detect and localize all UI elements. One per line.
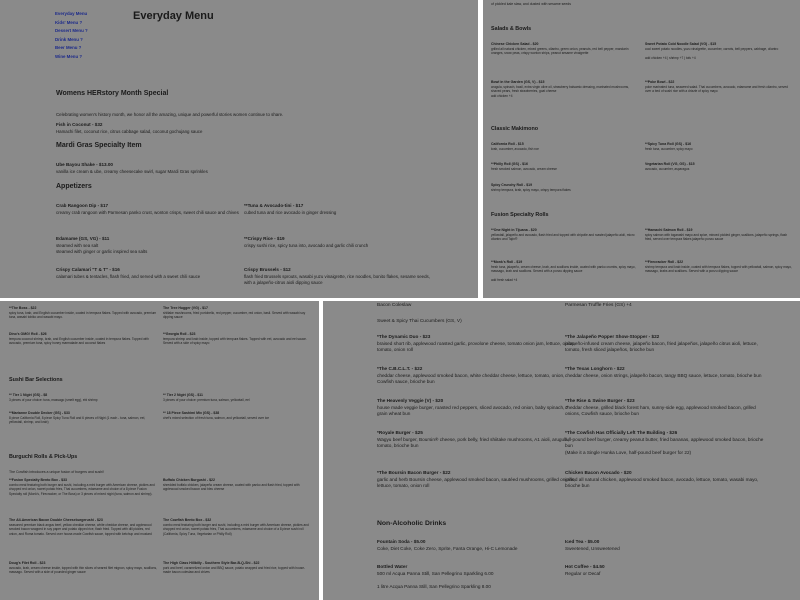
item-desc: grilled all natural chicken, applewood smoked bacon, avocado, lettuce, tomato, wasabi mayo, brioche bun	[565, 476, 759, 489]
item-name: *The Rise & Swine Burger - $23	[565, 398, 635, 403]
item-name: **Georgia Roll - $23	[163, 332, 196, 336]
item-name: Chicken Bacon Avocado - $20	[565, 470, 632, 475]
item-desc: poke marinated tuna, seaweed salad. Thai cucumbers, avocado, edamame and fresh cilantro, served over a bed of sushi rice with a drizzle of spicy mayo	[645, 84, 788, 94]
item-name: Ube Bayou Shake - $13.00	[56, 162, 113, 167]
menu-item	[56, 267, 256, 280]
menu-item	[491, 228, 639, 242]
drinks-heading: Non-Alcoholic Drinks	[377, 520, 447, 527]
menu-item	[491, 162, 639, 171]
womens-intro: Celebrating women's history month, we honor all the amazing, unique and powerful stories women continue to share.	[56, 112, 284, 117]
menu-item	[491, 80, 639, 98]
item-desc: combo meal featuring both burger and sushi, including a mini burger with American cheese, pickles and chopped red onion, sweet potato fries, Thai cucumbers, edamame and choice of a 8 piece Fusion Specialty roll (Monk's, Firecracker, or The Boss) or 3 pieces of mixed nigiri (tuna, salmon and shrimp).	[9, 482, 155, 496]
item-desc: Coke, Diet Coke, Coke Zero, Sprite, Fanta Orange, Hi-C Lemonade	[377, 545, 518, 551]
menu-item	[9, 393, 157, 402]
item-desc: 3 pieces of your choice: premium tuna, salmon, yellowtail, eel	[163, 397, 250, 402]
item-name: *The C.B.C.L.T. - $22	[377, 366, 423, 371]
item-desc: 500 ml Acqua Panna Still, San Pellegrino Sparkling 6.00 1 litre Acqua Panna Still, San Pellegrino Sparkling 8.00	[377, 570, 494, 589]
item-name: Sweet Potato Cold Noodle Salad (VG) - $15	[645, 42, 717, 46]
item-desc: crispy sushi rice, spicy tuna into, avocado and garlic chili crunch	[244, 242, 369, 248]
item-name: ** 18 Piece Sashimi Mix (GS) - $38	[163, 411, 220, 415]
fusion-heading: Fusion Specialty Rolls	[491, 212, 549, 218]
item-name: Buffalo Chicken Burgushi - $22	[163, 478, 215, 482]
item-desc: seasoned premium black angus beef, yellow cheddar cheese, white cheddar cheese, and applewood smoked bacon wrapped in soy paper and potato dipped rice, flash fried. Topped with dill pickles, red onion, and Roma tomato. Served over house-made Cowfish sauce, topped with ketchup and mustard	[9, 522, 152, 536]
item-name: *The Jalapeño Popper Show-Stopper - $22	[565, 334, 660, 339]
menu-item	[491, 142, 639, 151]
nav-link-drink[interactable]: Drink Menu ?	[55, 36, 83, 42]
item-name: *Royale Burger - $25	[377, 430, 423, 435]
item-name: **Tuna & Avocado-tini - $17	[244, 203, 304, 208]
item-desc: cheddar cheese, onion strings, jalapeño bacon, tangy BBQ sauce, lettuce, tomato, brioche bun	[565, 372, 762, 378]
menu-item	[244, 236, 444, 249]
menu-item	[244, 267, 434, 286]
item-desc: steamed with sea salt steamed with ginger or garlic inspired sea salts	[56, 242, 148, 254]
item-name: *The Boursin Bacon Burger - $22	[377, 470, 451, 475]
menu-item	[163, 393, 311, 402]
item-desc: Hamachi filet, coconut rice, citrus cabbage salad, coconut gochujang sauce	[56, 128, 203, 134]
item-name: Vegetarian Roll (VG, GS) - $15	[645, 162, 695, 166]
item-name: The Tree Hugger (VG) - $17	[163, 306, 208, 310]
menu-item	[163, 561, 311, 575]
menu-item	[645, 162, 793, 171]
menu-item	[565, 430, 765, 457]
item-desc: tempura shrimp and krab inside, topped with tempura flakes. Topped with eel, avocado and eel sauce. Served with a side of spicy mayo	[163, 336, 307, 346]
item-desc: shiitake mushrooms, fried portobello, red pepper, cucumber, red onion, basil. Served with wasabi soy dipping sauce	[163, 310, 306, 320]
item-name: ** Tier 2 Nigiri (GS) - $11	[163, 393, 204, 397]
nav-link-dessert[interactable]: Dessert Menu ?	[55, 28, 88, 34]
item-name: **Poke Bowl - $22	[645, 80, 675, 84]
menu-item	[9, 332, 157, 346]
item-name: Fountain Soda - $5.00	[377, 539, 426, 544]
menu-nav	[55, 10, 88, 62]
item-desc: Regular or Decaf	[565, 570, 601, 576]
item-name: Iced Tea - $5.00	[565, 539, 600, 544]
item-name: **Crispy Rice - $19	[244, 236, 285, 241]
item-desc: fresh tuna, cucumber, spicy mayo	[645, 146, 693, 151]
menu-item	[163, 518, 311, 536]
menu-item	[565, 398, 765, 418]
item-name: **Firecracker Roll - $22	[645, 260, 684, 264]
menu-item	[565, 334, 765, 354]
side-option: Sweet & Spicy Thai Cucumbers (GS, V)	[377, 319, 462, 324]
continued-text: of pickled kale slaw, and dusted with sesame seeds	[491, 2, 571, 6]
item-name: *The Texas Longhorn - $22	[565, 366, 625, 371]
item-name: Bowl in the Garden (GS, V) - $15	[491, 80, 545, 84]
item-desc: spicy salmon with togarashi mayo and spice, minced pickled ginger, scallions, jalapeño springs, flash fried, served over tempura flakes jalapeño ponzu sauce	[645, 232, 788, 242]
menu-item	[377, 564, 577, 591]
menu-item	[377, 539, 577, 552]
menu-item	[491, 183, 639, 192]
item-desc: avocado, cucumber, asparagus	[645, 166, 690, 171]
item-desc: tempura coconut shrimp, krab, and English cucumber inside, coated in tempura flakes. Topped with avocado, premium tuna, spicy honey marmalade and coconut flakes	[9, 336, 149, 346]
item-name: *The Cowfish Has Officially Left The Building - $26	[565, 430, 678, 435]
menu-item	[645, 42, 793, 60]
item-desc: spicy tuna, krab, and English cucumber inside, coated in tempura flakes. Topped with avocado, premium tuna, wasabi tobiko and wasabi mayo.	[9, 310, 157, 320]
item-name: **One Night in Tijuana - $20	[491, 228, 537, 232]
item-desc: cubed tuna and rice avocado in ginger dressing	[244, 209, 337, 215]
item-desc: vanilla ice cream & ube, creamy cheesecake swirl, sugar Mardi Gras sprinkles	[56, 168, 208, 174]
nav-link-kids[interactable]: Kids' Menu ?	[55, 19, 83, 25]
menu-item	[163, 478, 311, 492]
menu-item	[9, 411, 157, 425]
item-desc: krab, cucumber, avocado, fish roe	[491, 146, 539, 151]
menu-item	[377, 470, 577, 490]
menu-item	[163, 332, 311, 346]
menu-item	[377, 398, 577, 418]
item-name: Doug's Filet Roll - $23	[9, 561, 46, 565]
menu-item	[645, 80, 793, 94]
appetizers-heading: Appetizers	[56, 183, 92, 190]
menu-item	[56, 236, 256, 255]
item-name: **Marianne Double Decker (GS) - $33	[9, 411, 70, 415]
nav-link-everyday[interactable]: Everyday Menu	[55, 11, 88, 16]
menu-item	[377, 430, 577, 450]
item-desc: calamari tubes & tentacles, flash fried, and served with a sweet chili sauce	[56, 273, 201, 279]
salads-heading: Salads & Bowls	[491, 26, 532, 32]
item-name: **Spicy Tuna Roll (GS) - $16	[645, 142, 692, 146]
item-name: Dino's OMG! Roll - $26	[9, 332, 47, 336]
page-title: Everyday Menu	[133, 10, 214, 22]
nav-link-beer[interactable]: Beer Menu ?	[55, 45, 82, 51]
item-name: Chinese Chicken Salad - $20	[491, 42, 539, 46]
item-name: **Monk's Roll - $19	[491, 260, 523, 264]
item-name: Edamame (GS, VG) - $11	[56, 236, 110, 241]
item-desc: fresh smoked salmon, avocado, cream cheese	[491, 166, 557, 171]
item-name: California Roll - $15	[491, 142, 524, 146]
item-desc: cheddar cheese, grilled black forest ham, sunny-side egg, applewood smoked bacon, grilled onions, Cowfish sauce, brioche bun	[565, 404, 756, 417]
menu-item	[645, 260, 793, 274]
item-desc: 8 piece California Roll, 8 piece Spicy Tuna Roll and 6 pieces of Nigiri (1 each - tuna, salmon, eel, yellowtail, shrimp, and krab)	[9, 415, 146, 425]
item-name: Fish in Coconut - $32	[56, 122, 103, 127]
item-name: ** Tier 1 Nigiri (GS) - $8	[9, 393, 48, 397]
item-desc: fresh tuna, jalapeño, cream cheese, krab, and scallions inside, coated with panko crumbs, spicy mayo, massago, krab and scallions. Served with a ponzu dipping sauce add fresh salad +4	[491, 264, 636, 283]
side-option: Parmesan Truffle Fries (GS) +4	[565, 303, 632, 308]
maki-heading: Classic Makimono	[491, 126, 539, 132]
item-desc: 3 pieces of your choice: tuna, massago (smelt egg), ebi shrimp	[9, 397, 98, 402]
menu-item	[377, 334, 577, 354]
menu-item	[163, 306, 311, 320]
item-desc: shrimp tempura, krab, spicy mayo, crispy tempura flakes	[491, 187, 571, 192]
item-desc: cool sweet potato noodles, yuzu vinaigrette, cucumber, carrots, bell peppers, cabbage, cilantro add chicken +4 | shrimp +7 | tofu +4	[645, 46, 779, 60]
menu-item	[56, 122, 356, 135]
menu-item	[565, 564, 765, 577]
item-desc: house made veggie burger, roasted red peppers, sliced avocado, red onion, baby spinach, 7 grain wheat bun	[377, 404, 569, 417]
menu-item	[565, 539, 765, 552]
nav-link-wine[interactable]: Wine Menu ?	[55, 53, 83, 59]
item-desc: full-pound beef burger, creamy peanut butter, fried bananas, applewood smoked bacon, brioche bun (Make it a Single Hunka Love, half-pound beef burger for 22)	[565, 436, 764, 455]
item-desc: shredded buffalo chicken, jalapeño cream cheese, coated with panko and flash fried, topped with applewood smoked bacon and bleu cheese	[163, 482, 300, 492]
menu-item	[377, 366, 577, 386]
menu-page-3	[0, 301, 319, 600]
item-desc: jalapeño-infused cream cheese, jalapeño bacon, fried jalapeños, jalapeño citrus aioli, lettuce, tomato, fresh sliced jalapeños, brioche bun	[565, 340, 758, 353]
item-name: The High Class Hillbilly - Southern Style Bar-B-Q-Shi - $22	[163, 561, 260, 565]
menu-item	[9, 306, 157, 320]
menu-item	[491, 260, 639, 282]
item-desc: garlic and herb Boursin cheese, applewood smoked bacon, sautéed mushrooms, grilled onions, lettuce, tomato, onion roll	[377, 476, 576, 489]
item-name: Crab Rangoon Dip - $17	[56, 203, 109, 208]
item-desc: creamy crab rangoon with Parmesan panko crust, wonton crisps, sweet chili sauce and chives	[56, 209, 239, 215]
item-desc: yellowtail, jalapeño and avocado, flash fried and topped with chipotle and roasted jalapeño aioli, micro cilantro and Tajín®	[491, 232, 635, 242]
item-desc: Wagyu beef burger, Boursin® cheese, pork belly, fried shiitake mushrooms, A1 aioli, arugula, tomato, brioche bun	[377, 436, 570, 449]
item-desc: Sweetened, Unsweetened	[565, 545, 620, 551]
item-desc: chef's mixed selection of fresh tuna, salmon, and yellowtail, served over ice	[163, 415, 270, 420]
item-desc: cheddar cheese, applewood smoked bacon, white cheddar cheese, lettuce, tomato, onion, Cowfish sauce, brioche bun	[377, 372, 565, 385]
menu-page-2	[483, 0, 800, 298]
menu-item	[9, 518, 157, 536]
item-desc: flash fried Brussels sprouts, wasabi yuzu vinaigrette, rice noodles, bonito flakes, sesame seeds, with a jalapeño-citrus aioli dipping sauce	[244, 273, 430, 285]
menu-item	[491, 42, 639, 56]
burguchi-intro: The Cowfish introduces a unique fusion of burgers and sushi!	[9, 470, 104, 474]
item-name: The Cowfish Bento Box - $32	[163, 518, 212, 522]
item-desc: braised short rib, applewood roasted garlic, provolone cheese, tomato onion jam, lettuce, onion, tomato, onion roll	[377, 340, 576, 353]
burguchi-heading: Burguchi Rolls & Pick-Ups	[9, 454, 78, 460]
item-name: **The Boss - $22	[9, 306, 37, 310]
item-name: **Philly Roll (GS) - $16	[491, 162, 528, 166]
menu-item	[565, 366, 765, 379]
item-desc: pork and beef, caramelized onion and BBQ sauce, potato wrapped and fried rice, topped with house-made bacon coleslaw and chives	[163, 565, 306, 575]
menu-item	[163, 411, 311, 420]
item-name: Hot Coffee - $4.50	[565, 564, 605, 569]
item-name: Crispy Brussels - $12	[244, 267, 291, 272]
menu-item	[565, 470, 765, 490]
item-name: The All-American Bacon Double Cheeseburgerushi - $23	[9, 518, 103, 522]
menu-item	[56, 203, 256, 216]
menu-item	[9, 478, 157, 496]
side-option: Bacon Coleslaw	[377, 303, 412, 308]
womens-heading: Womens HERstory Month Special	[56, 90, 169, 97]
item-desc: shrimp tempura and krab inside, coated with tempura flakes, topped with yellowtail, salmon, spicy mayo, massago, krabs and scallions. Served with a ponzu dipping sauce	[645, 264, 792, 274]
mardi-heading: Mardi Gras Specialty Item	[56, 142, 142, 149]
item-name: Bottled Water	[377, 564, 408, 569]
item-name: **Hamachi Salmon Roll - $19	[645, 228, 693, 232]
menu-page-4	[323, 301, 800, 600]
item-name: The Heavenly Veggie (V) - $20	[377, 398, 444, 403]
item-name: Spicy Crunchy Roll - $19	[491, 183, 533, 187]
item-desc: arugula, spinach, basil, extra virgin olive oil, strawberry balsamic dressing, marinated mushrooms, shaved pears, fresh strawberries, goat cheese add chicken +4	[491, 84, 630, 98]
item-desc: combo meal featuring both burger and sushi, including a mini burger with American cheese, pickles and chopped red onion, sweet potato fries, Thai cucumbers, edamame and choice of a 8 piece sushi roll (California, Spicy Tuna, Vegetarian or Philly Roll)	[163, 522, 309, 536]
menu-item	[645, 142, 793, 151]
menu-item	[56, 162, 356, 175]
menu-item	[645, 228, 793, 242]
item-name: **Fusion Specialty Bento Box - $33	[9, 478, 67, 482]
item-desc: avocado, krab, cream cheese inside, topped with thin slices of seared filet mignon, spicy mayo, scallions, massago. Served with a side of pounded ginger sauce	[9, 565, 157, 575]
sushi-bar-heading: Sushi Bar Selections	[9, 377, 63, 383]
item-desc: grilled all natural chicken, mixed greens, cilantro, green onion, peanuts, red bell pepper, mandarin oranges, snow peas, crispy wonton strips, peanut sesame vinaigrette	[491, 46, 629, 56]
menu-page-1	[0, 0, 478, 298]
item-name: *The Dynamic Duo - $23	[377, 334, 431, 339]
menu-item	[244, 203, 444, 216]
menu-item	[9, 561, 157, 575]
item-name: Crispy Calamari "T & T" - $16	[56, 267, 120, 272]
